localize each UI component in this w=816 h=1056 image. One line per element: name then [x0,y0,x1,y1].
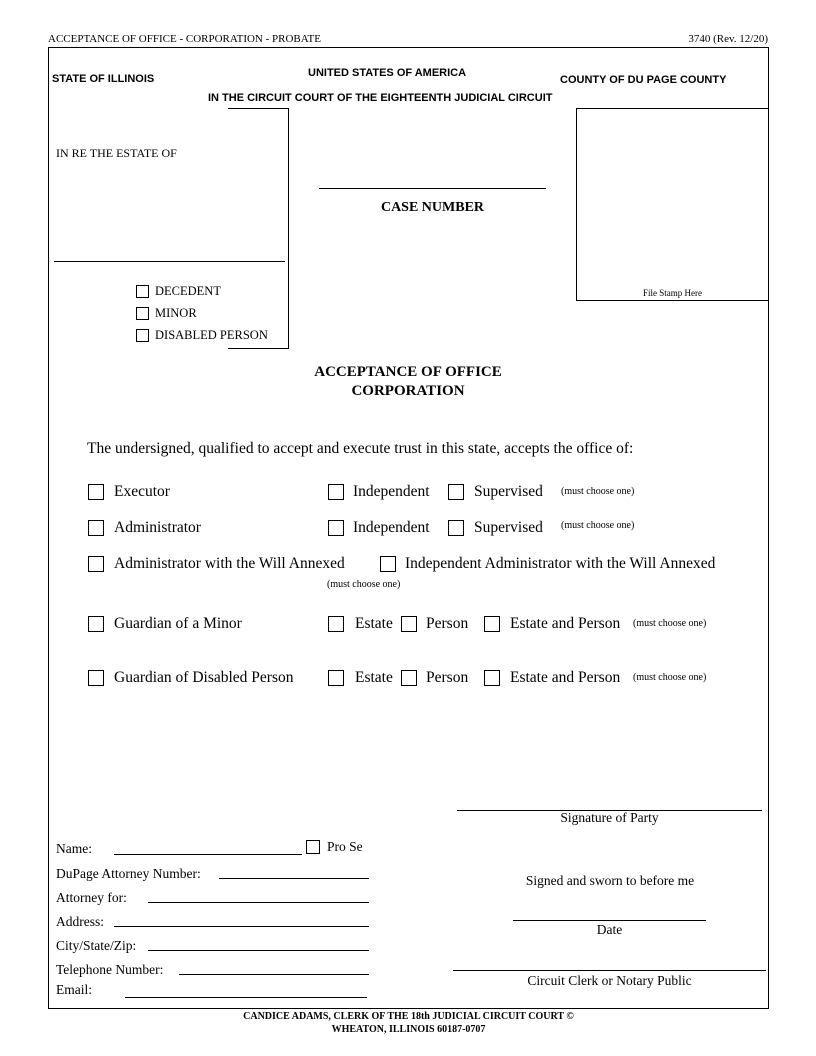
caption-box-right [288,108,289,348]
telephone-field[interactable] [179,974,369,975]
guardian-minor-estate-checkbox[interactable] [328,616,344,632]
clerk-signature-label: Circuit Clerk or Notary Public [527,973,692,988]
minor-label: MINOR [155,306,197,320]
city-label: City/State/Zip: [56,938,137,953]
doc-title-line1: ACCEPTANCE OF OFFICE [314,364,502,380]
guardian-disabled-label: Guardian of Disabled Person [114,669,294,686]
guardian-minor-estate-person-checkbox[interactable] [484,616,500,632]
country-label: UNITED STATES OF AMERICA [308,67,467,79]
email-label: Email: [56,982,92,997]
admin-will-checkbox[interactable] [88,556,104,572]
guardian-disabled-person-label: Person [426,669,469,686]
indep-admin-will-label: Independent Administrator with the Will Annexed [405,555,716,572]
stamp-box-left [576,108,577,300]
sworn-label: Signed and sworn to before me [525,873,695,888]
party-signature-label: Signature of Party [560,810,659,825]
executor-checkbox[interactable] [88,484,104,500]
pro-se-checkbox[interactable] [306,840,320,854]
guardian-disabled-person-checkbox[interactable] [401,670,417,686]
administrator-independent-label: Independent [353,519,430,536]
guardian-minor-label: Guardian of a Minor [114,615,242,632]
guardian-minor-person-label: Person [426,615,469,632]
minor-checkbox[interactable] [136,307,149,320]
in-re-label: IN RE THE ESTATE OF [56,146,177,160]
footer-address: WHEATON, ILLINOIS 60187-0707 [331,1024,486,1035]
dupage-number-field[interactable] [219,878,369,879]
county-label: COUNTY OF DU PAGE COUNTY [560,74,727,86]
admin-will-must-choose: (must choose one) [327,579,401,590]
administrator-supervised-checkbox[interactable] [448,520,464,536]
address-label: Address: [56,914,104,929]
doc-title-line2: CORPORATION [351,383,465,399]
decedent-label: DECEDENT [155,284,221,298]
indep-admin-will-checkbox[interactable] [380,556,396,572]
administrator-independent-checkbox[interactable] [328,520,344,536]
executor-independent-label: Independent [353,483,430,500]
pro-se-label: Pro Se [327,839,363,854]
guardian-minor-must-choose: (must choose one) [633,618,707,629]
executor-independent-checkbox[interactable] [328,484,344,500]
guardian-disabled-estate-label: Estate [355,669,393,686]
case-number-line[interactable] [319,188,546,189]
court-label: IN THE CIRCUIT COURT OF THE EIGHTEENTH JUDICIAL CIRCUIT [208,92,553,104]
attorney-for-label: Attorney for: [56,890,127,905]
guardian-disabled-checkbox[interactable] [88,670,104,686]
decedent-checkbox[interactable] [136,285,149,298]
clerk-signature-line[interactable] [453,970,766,971]
caption-box-top [228,108,289,109]
guardian-minor-estate-person-label: Estate and Person [510,615,621,632]
guardian-disabled-estate-person-checkbox[interactable] [484,670,500,686]
footer-clerk: CANDICE ADAMS, CLERK OF THE 18th JUDICIAL CIRCUIT COURT © [243,1011,574,1022]
guardian-minor-estate-label: Estate [355,615,393,632]
file-stamp-label: File Stamp Here [643,288,702,298]
guardian-disabled-must-choose: (must choose one) [633,672,707,683]
administrator-checkbox[interactable] [88,520,104,536]
address-field[interactable] [114,926,369,927]
guardian-minor-person-checkbox[interactable] [401,616,417,632]
estate-name-line[interactable] [54,261,285,262]
state-label: STATE OF ILLINOIS [52,73,155,85]
guardian-disabled-estate-checkbox[interactable] [328,670,344,686]
executor-supervised-label: Supervised [474,483,543,500]
header-rule [48,47,769,48]
email-field[interactable] [125,997,367,998]
caption-box-bottom [228,348,289,349]
administrator-label: Administrator [114,519,201,536]
guardian-minor-checkbox[interactable] [88,616,104,632]
executor-label: Executor [114,483,170,500]
date-label: Date [596,922,623,937]
telephone-label: Telephone Number: [56,962,164,977]
case-number-label: CASE NUMBER [380,200,485,215]
administrator-must-choose: (must choose one) [561,520,635,531]
frame-left [48,47,49,1009]
disabled-person-checkbox[interactable] [136,329,149,342]
executor-must-choose: (must choose one) [561,486,635,497]
guardian-disabled-estate-person-label: Estate and Person [510,669,621,686]
frame-right [768,47,769,1009]
name-field[interactable] [114,854,302,855]
stamp-box-bottom [576,300,769,301]
frame-bottom [48,1008,769,1009]
executor-supervised-checkbox[interactable] [448,484,464,500]
dupage-number-label: DuPage Attorney Number: [56,866,201,881]
attorney-for-field[interactable] [148,902,369,903]
date-line[interactable] [513,920,706,921]
administrator-supervised-label: Supervised [474,519,543,536]
city-field[interactable] [148,950,369,951]
form-title: ACCEPTANCE OF OFFICE - CORPORATION - PROBATE [48,33,321,45]
admin-will-label: Administrator with the Will Annexed [114,555,345,572]
disabled-person-label: DISABLED PERSON [155,328,268,342]
stamp-box-top [576,108,769,109]
name-label: Name: [56,841,92,856]
intro-text: The undersigned, qualified to accept and execute trust in this state, accepts the office of: [87,440,634,457]
form-number: 3740 (Rev. 12/20) [688,33,768,45]
